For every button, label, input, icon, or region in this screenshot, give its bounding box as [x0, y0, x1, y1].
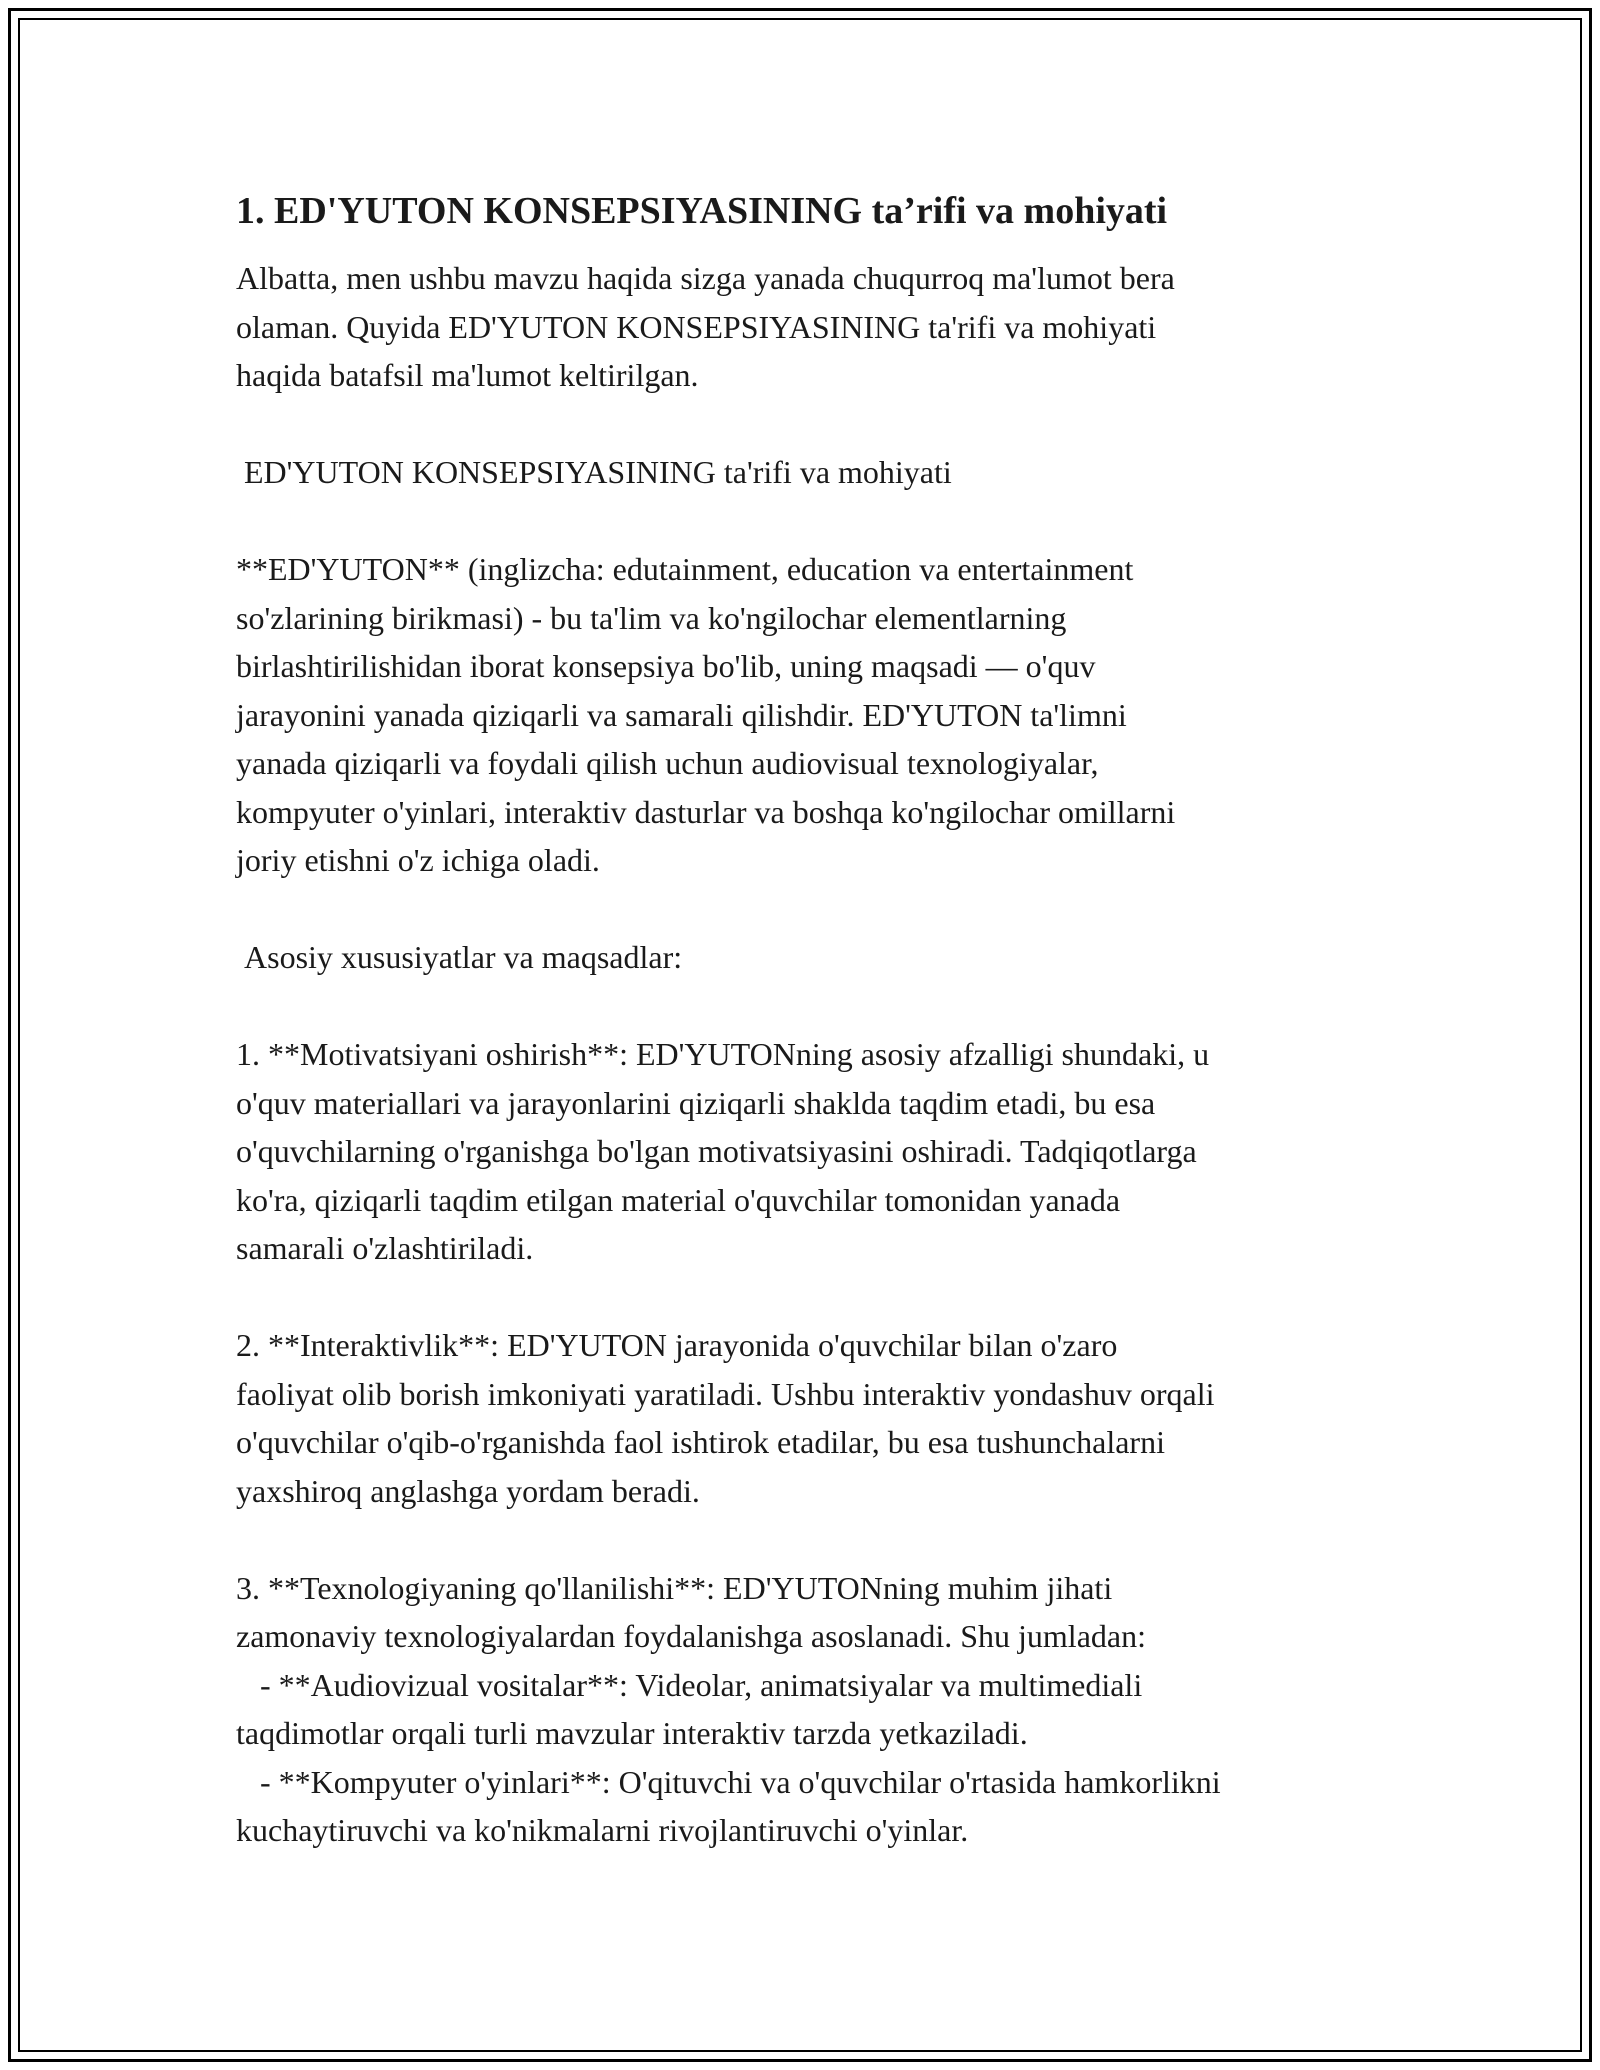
paragraph-gap [236, 497, 1386, 546]
section-subtitle: ED'YUTON KONSEPSIYASINING ta'rifi va mohiyati [236, 454, 952, 490]
document-heading: 1. ED'YUTON KONSEPSIYASINING ta’rifi va mohiyati [236, 190, 1168, 232]
list-item-interactivity: 2. **Interaktivlik**: ED'YUTON jarayonida o'quvchilar bilan o'zaro faoliyat olib borish imkoniyati yaratiladi. Ushbu interaktiv yondashuv orqali o'quvchilar o'qib-o'rganishda faol ishtirok etadilar, bu esa tushunchalarni yaxshiroq anglashga yordam beradi. [236, 1327, 1215, 1509]
intro-paragraph: Albatta, men ushbu mavzu haqida sizga yanada chuqurroq ma'lumot bera olaman. Quyida ED'YUTON KONSEPSIYASINING ta'rifi va mohiyati haqida batafsil ma'lumot keltirilgan. [236, 260, 1175, 393]
paragraph-gap [236, 885, 1386, 934]
list-item-technology: 3. **Texnologiyaning qo'llanilishi**: ED'YUTONning muhim jihati zamonaviy texnologiyalardan foydalanishga asoslanadi. Shu jumladan: - **Audiovizual vositalar**: Videolar, animatsiyalar va multimediali taqdimotlar orqali turli mavzular interaktiv tarzda yetkaziladi. - **Kompyuter o'yinlari**: O'qituvchi va o'quvchilar o'rtasida hamkorlikni kuchaytiruvchi va ko'nikmalarni rivojlantiruvchi o'yinlar. [236, 1569, 1221, 1848]
paragraph-gap [236, 1273, 1386, 1322]
paragraph-gap [236, 1515, 1386, 1564]
features-subtitle: Asosiy xususiyatlar va maqsadlar: [236, 939, 683, 975]
document-body [236, 186, 1386, 1855]
paragraph-gap [236, 982, 1386, 1031]
definition-paragraph: **ED'YUTON** (inglizcha: edutainment, education va entertainment so'zlarining birikmasi) - bu ta'lim va ko'ngilochar elementlarning birlashtirilishidan iborat konsepsiya bo'lib, uning maqsadi — o'quv jarayonini yanada qiziqarli va samarali qilishdir. ED'YUTON ta'limni yanada qiziqarli va foydali qilish uchun audiovisual texnologiyalar, kompyuter o'yinlari, interaktiv dasturlar va boshqa ko'ngilochar omillarni joriy etishni o'z ichiga oladi. [236, 551, 1176, 878]
paragraph-gap [236, 400, 1386, 449]
list-item-motivation: 1. **Motivatsiyani oshirish**: ED'YUTONning asosiy afzalligi shundaki, u o'quv materiallari va jarayonlarini qiziqarli shaklda taqdim etadi, bu esa o'quvchilarning o'rganishga bo'lgan motivatsiyasini oshiradi. Tadqiqotlarga ko'ra, qiziqarli taqdim etilgan material o'quvchilar tomonidan yanada samarali o'zlashtiriladi. [236, 1036, 1210, 1266]
